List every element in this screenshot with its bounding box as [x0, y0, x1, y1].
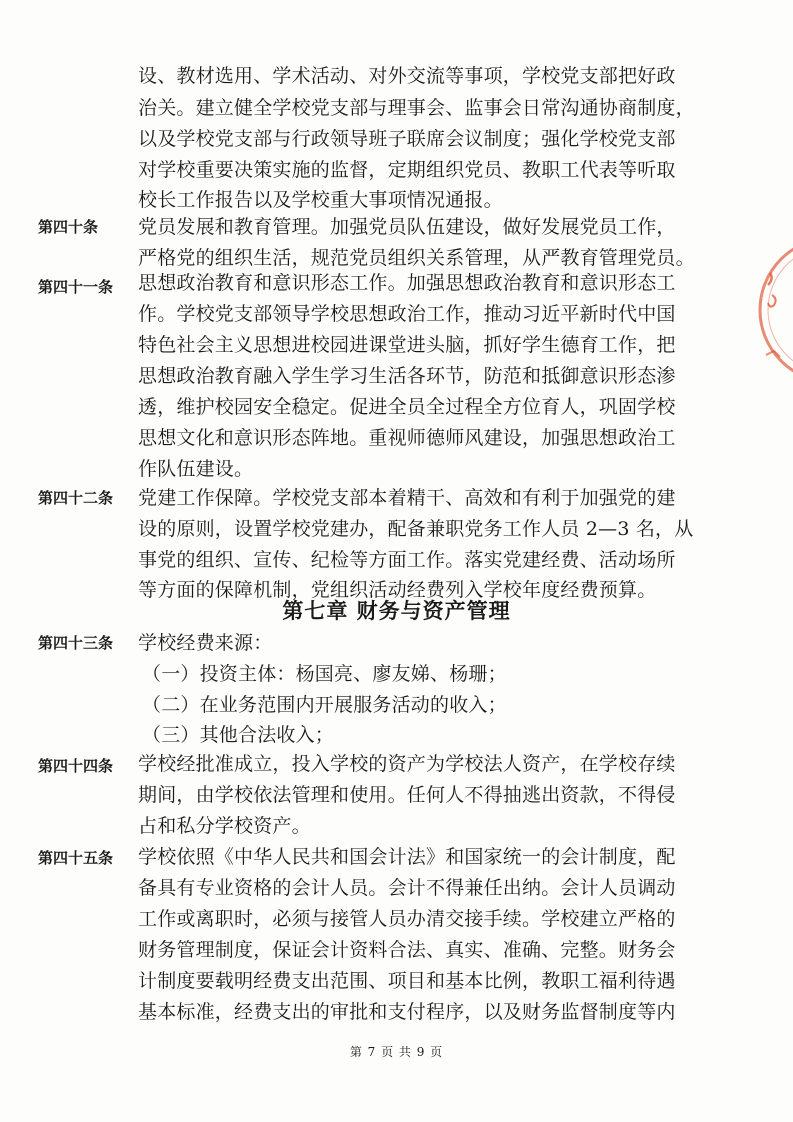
- seal-stamp-icon: [742, 235, 793, 385]
- article-label: 第四十二条: [38, 489, 114, 507]
- article-label: 第四十五条: [38, 849, 114, 867]
- article-label: 第四十三条: [38, 634, 114, 652]
- article-label: 第四十一条: [38, 278, 114, 296]
- article-label: 第四十四条: [38, 757, 114, 775]
- document-page: 设、教材选用、学术活动、对外交流等事项，学校党支部把好政 治关。建立健全学校党支部与理事会、监事会日常沟通协商制度， 以及学校党支部与行政领导班子联席会议制度；强化学校党支部 对学校重要决策实施的监督，定期组织党员、教职工代表等听取 校长工作报告以及学校重大事项情况通报。 第四十条 党员发展和教育管理。加强党员队伍建设，做好发展党员工作， 严格党的组织生活，规范党员组织关系管理，从严教育管理党员。 第四十一条 思想政治教育和意识形态工作。加强思想政治教育和意识形态工 作。学校党支部领导学校思想政治工作，推动习近平新时代中国 特色社会主义思想进校园进课堂进头脑，抓好学生德育工作，把 思想政治教育融入学生学习生活各环节，防范和抵御意识形态渗 透，维护校园安全稳定。促进全员全过程全方位育人，巩固学校 思想文化和意识形态阵地。重视师德师风建设，加强思想政治工 作队伍建设。 第四十二条 党建工作保障。学校党支部本着精干、高效和有利于加强党的建 设的原则，设置学校党建办，配备兼职党务工作人员 2—3 名，从 事党的组织、宣传、纪检等方面工作。落实党建经费、活动场所 等方面的保障机制，党组织活动经费列入学校年度经费预算。 第七章 财务与资产管理 第四十三条 学校经费来源： （一）投资主体：杨国亮、廖友娣、杨珊； （二）在业务范围内开展服务活动的收入； （三）其他合法收入； 第四十四条 学校经批准成立，投入学校的资产为学校法人资产，在学校存续 期间，由学校依法管理和使用。任何人不得抽逃出资款，不得侵 占和私分学校资产。 第四十五条 学校依照《中华人民共和国会计法》和国家统一的会计制度，配 备具有专业资格的会计人员。会计不得兼任出纳。会计人员调动 工作或离职时，必须与接管人员办清交接手续。学校建立严格的 财务管理制度，保证会计资料合法、真实、准确、完整。财务会 计制度要载明经费支出范围、项目和基本比例，教职工福利待遇 基本标准，经费支出的审批和支付程序，以及财务监督制度等内 第 7 页 共 9 页: [0, 0, 793, 1122]
- article-label: 第四十条: [38, 218, 99, 236]
- chapter-title: 第七章 财务与资产管理: [282, 599, 511, 623]
- page-number: 第 7 页 共 9 页: [349, 1045, 444, 1059]
